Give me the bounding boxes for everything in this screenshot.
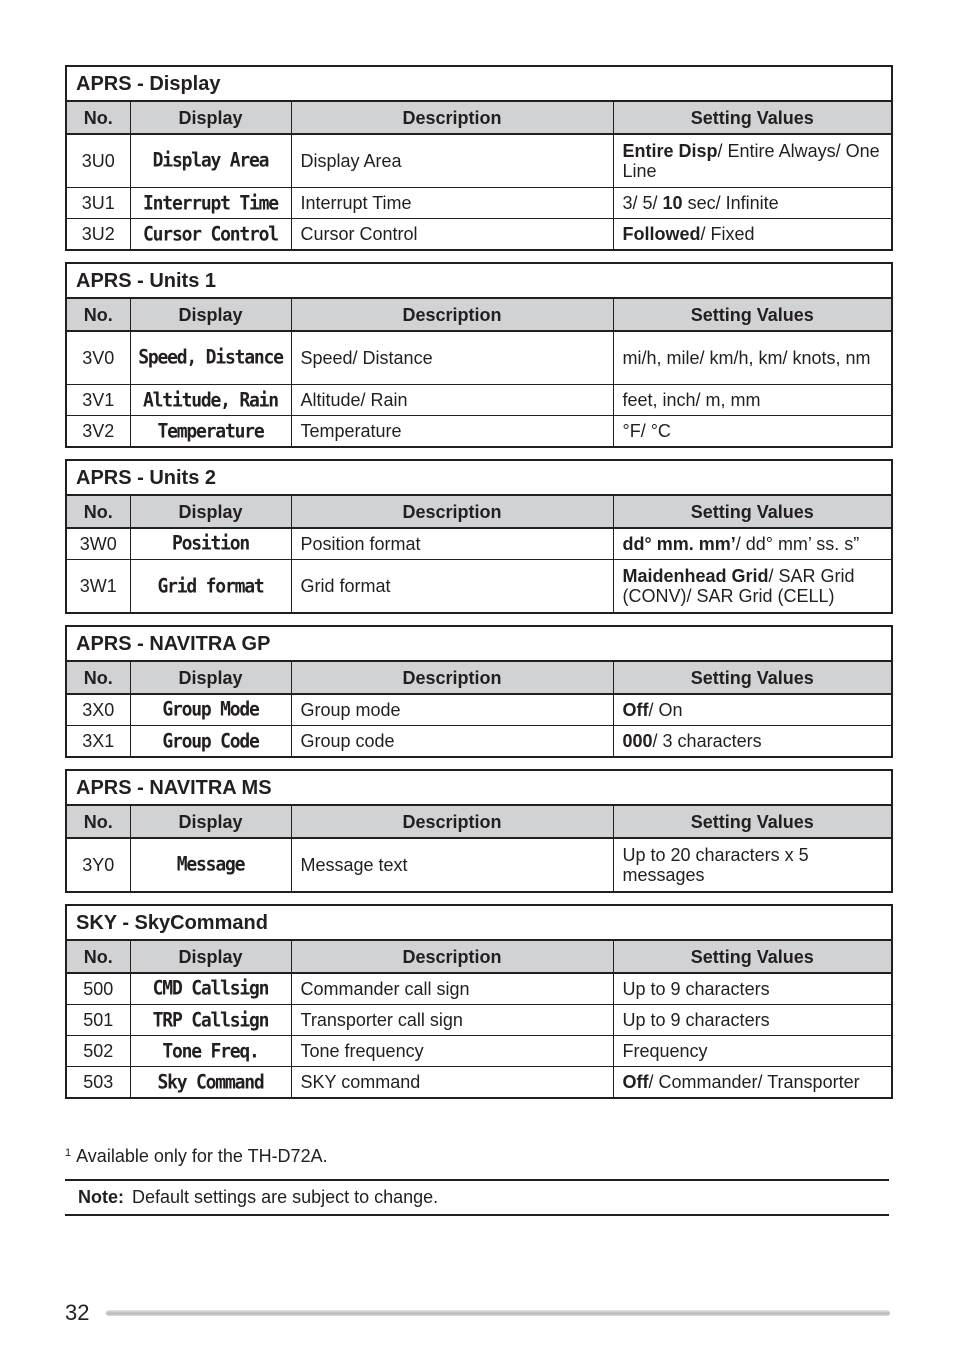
setting-value-part: Followed [622,224,701,244]
display-label: Sky Command [130,1066,291,1099]
setting-values [613,560,892,614]
display-label: Position [130,527,291,560]
setting-values [613,219,892,251]
display-label: Display Area [130,132,291,189]
column-header-setting-values: Setting Values [613,298,892,331]
footnote [65,1146,328,1167]
setting-value-part: feet, inch/ m, mm [622,390,761,410]
column-header-no: No. [66,661,130,694]
page-number: 32 [65,1300,90,1325]
section-title: APRS - Units 1 [66,263,892,298]
table-row [66,416,892,448]
display-label: Cursor Control [130,218,291,251]
display-label: Tone Freq. [130,1035,291,1068]
description: Display Area [291,134,613,188]
setting-values [613,973,892,1005]
table-row [66,973,892,1005]
menu-number: 3U0 [66,134,130,188]
setting-value-part: 10 [662,193,683,213]
table-row [66,1036,892,1067]
description: Commander call sign [291,973,613,1005]
setting-values [613,694,892,726]
column-header-display: Display [130,101,291,134]
menu-number: 3V1 [66,385,130,416]
column-header-description: Description [291,661,613,694]
section-title: APRS - NAVITRA MS [66,770,892,805]
setting-value-part: / Fixed [700,224,755,244]
column-header-description: Description [291,298,613,331]
setting-value-part: Entire Disp [622,141,718,161]
table-row [66,219,892,251]
column-header-no: No. [66,940,130,973]
section-title: APRS - NAVITRA GP [66,626,892,661]
footnote-mark: 1 [65,1147,72,1159]
setting-value-part: dd° mm. mm’ [622,534,736,554]
description: Cursor Control [291,219,613,251]
menu-section-table [65,769,893,893]
display-label: CMD Callsign [130,972,291,1005]
table-row [66,560,892,614]
display-label: Grid format [130,558,291,615]
setting-values [613,1036,892,1067]
display-label: Interrupt Time [130,187,291,220]
column-header-no: No. [66,101,130,134]
menu-section-table [65,904,893,1099]
menu-number: 3Y0 [66,838,130,892]
setting-values [613,528,892,560]
column-header-display: Display [130,940,291,973]
setting-values [613,1005,892,1036]
display-label: Group Code [130,725,291,758]
column-header-description: Description [291,495,613,528]
setting-value-part: Maidenhead Grid [622,566,769,586]
menu-number: 502 [66,1036,130,1067]
setting-value-part: / Entire Always/ One Line [622,141,880,181]
column-header-setting-values: Setting Values [613,495,892,528]
section-title: SKY - SkyCommand [66,905,892,940]
menu-section-table [65,459,893,614]
setting-value-part: Off [622,1072,649,1092]
column-header-setting-values: Setting Values [613,101,892,134]
menu-number: 3X0 [66,694,130,726]
table-row [66,134,892,188]
setting-value-part: Up to 9 characters [622,979,770,999]
table-row [66,694,892,726]
setting-values [613,134,892,188]
display-label: Temperature [130,415,291,448]
menu-section-table [65,65,893,251]
table-row [66,1005,892,1036]
description: Grid format [291,560,613,614]
setting-values [613,726,892,758]
note-box [65,1179,889,1216]
display-label: TRP Callsign [130,1004,291,1037]
setting-value-part: Up to 9 characters [622,1010,770,1030]
description: Altitude/ Rain [291,385,613,416]
setting-value-part: Off [622,700,649,720]
footnote-text: Available only for the TH-D72A. [76,1146,328,1166]
description: Transporter call sign [291,1005,613,1036]
menu-number: 3W1 [66,560,130,614]
table-row [66,1067,892,1099]
column-header-display: Display [130,661,291,694]
menu-number: 500 [66,973,130,1005]
display-label: Group Mode [130,693,291,726]
description: Temperature [291,416,613,448]
setting-value-part: Frequency [622,1041,708,1061]
menu-number: 3V2 [66,416,130,448]
menu-number: 3V0 [66,331,130,385]
note-text: Default settings are subject to change. [132,1187,439,1207]
table-row [66,331,892,385]
setting-value-part: sec/ Infinite [682,193,779,213]
setting-value-part: / Commander/ Transporter [648,1072,860,1092]
column-header-setting-values: Setting Values [613,940,892,973]
section-title: APRS - Units 2 [66,460,892,495]
menu-number: 3X1 [66,726,130,758]
menu-number: 3U2 [66,219,130,251]
menu-number: 503 [66,1067,130,1099]
column-header-no: No. [66,298,130,331]
description: Speed/ Distance [291,331,613,385]
setting-value-part: / dd° mm’ ss. s” [735,534,860,554]
note-label: Note: [78,1187,124,1207]
column-header-no: No. [66,805,130,838]
setting-value-part: 000 [622,731,653,751]
description: Position format [291,528,613,560]
column-header-no: No. [66,495,130,528]
description: Group mode [291,694,613,726]
setting-value-part: / 3 characters [652,731,762,751]
column-header-description: Description [291,805,613,838]
column-header-description: Description [291,940,613,973]
column-header-display: Display [130,805,291,838]
setting-values [613,416,892,448]
setting-value-part: mi/h, mile/ km/h, km/ knots, nm [622,348,871,368]
column-header-display: Display [130,495,291,528]
setting-value-part: / SAR Grid (CONV)/ SAR Grid (CELL) [622,566,855,606]
menu-tables [65,65,891,1110]
footer-rule [106,1310,890,1316]
setting-values [613,188,892,219]
setting-values [613,331,892,385]
menu-number: 3U1 [66,188,130,219]
description: SKY command [291,1067,613,1099]
menu-number: 3W0 [66,528,130,560]
menu-number: 501 [66,1005,130,1036]
table-row [66,385,892,416]
setting-values [613,385,892,416]
column-header-setting-values: Setting Values [613,805,892,838]
menu-section-table [65,625,893,758]
display-label: Message [130,836,291,893]
description: Group code [291,726,613,758]
description: Tone frequency [291,1036,613,1067]
setting-value-part: / On [648,700,683,720]
table-row [66,188,892,219]
setting-value-part: 3/ 5/ [622,193,663,213]
menu-section-table [65,262,893,448]
table-row [66,838,892,892]
setting-values [613,1067,892,1099]
display-label: Altitude, Rain [130,384,291,417]
section-title: APRS - Display [66,66,892,101]
description: Interrupt Time [291,188,613,219]
setting-value-part: °F/ °C [622,421,671,441]
setting-values [613,838,892,892]
table-row [66,528,892,560]
table-row [66,726,892,758]
display-label: Speed, Distance [130,329,291,386]
column-header-description: Description [291,101,613,134]
setting-value-part: Up to 20 characters x 5 messages [622,845,809,885]
column-header-setting-values: Setting Values [613,661,892,694]
column-header-display: Display [130,298,291,331]
description: Message text [291,838,613,892]
